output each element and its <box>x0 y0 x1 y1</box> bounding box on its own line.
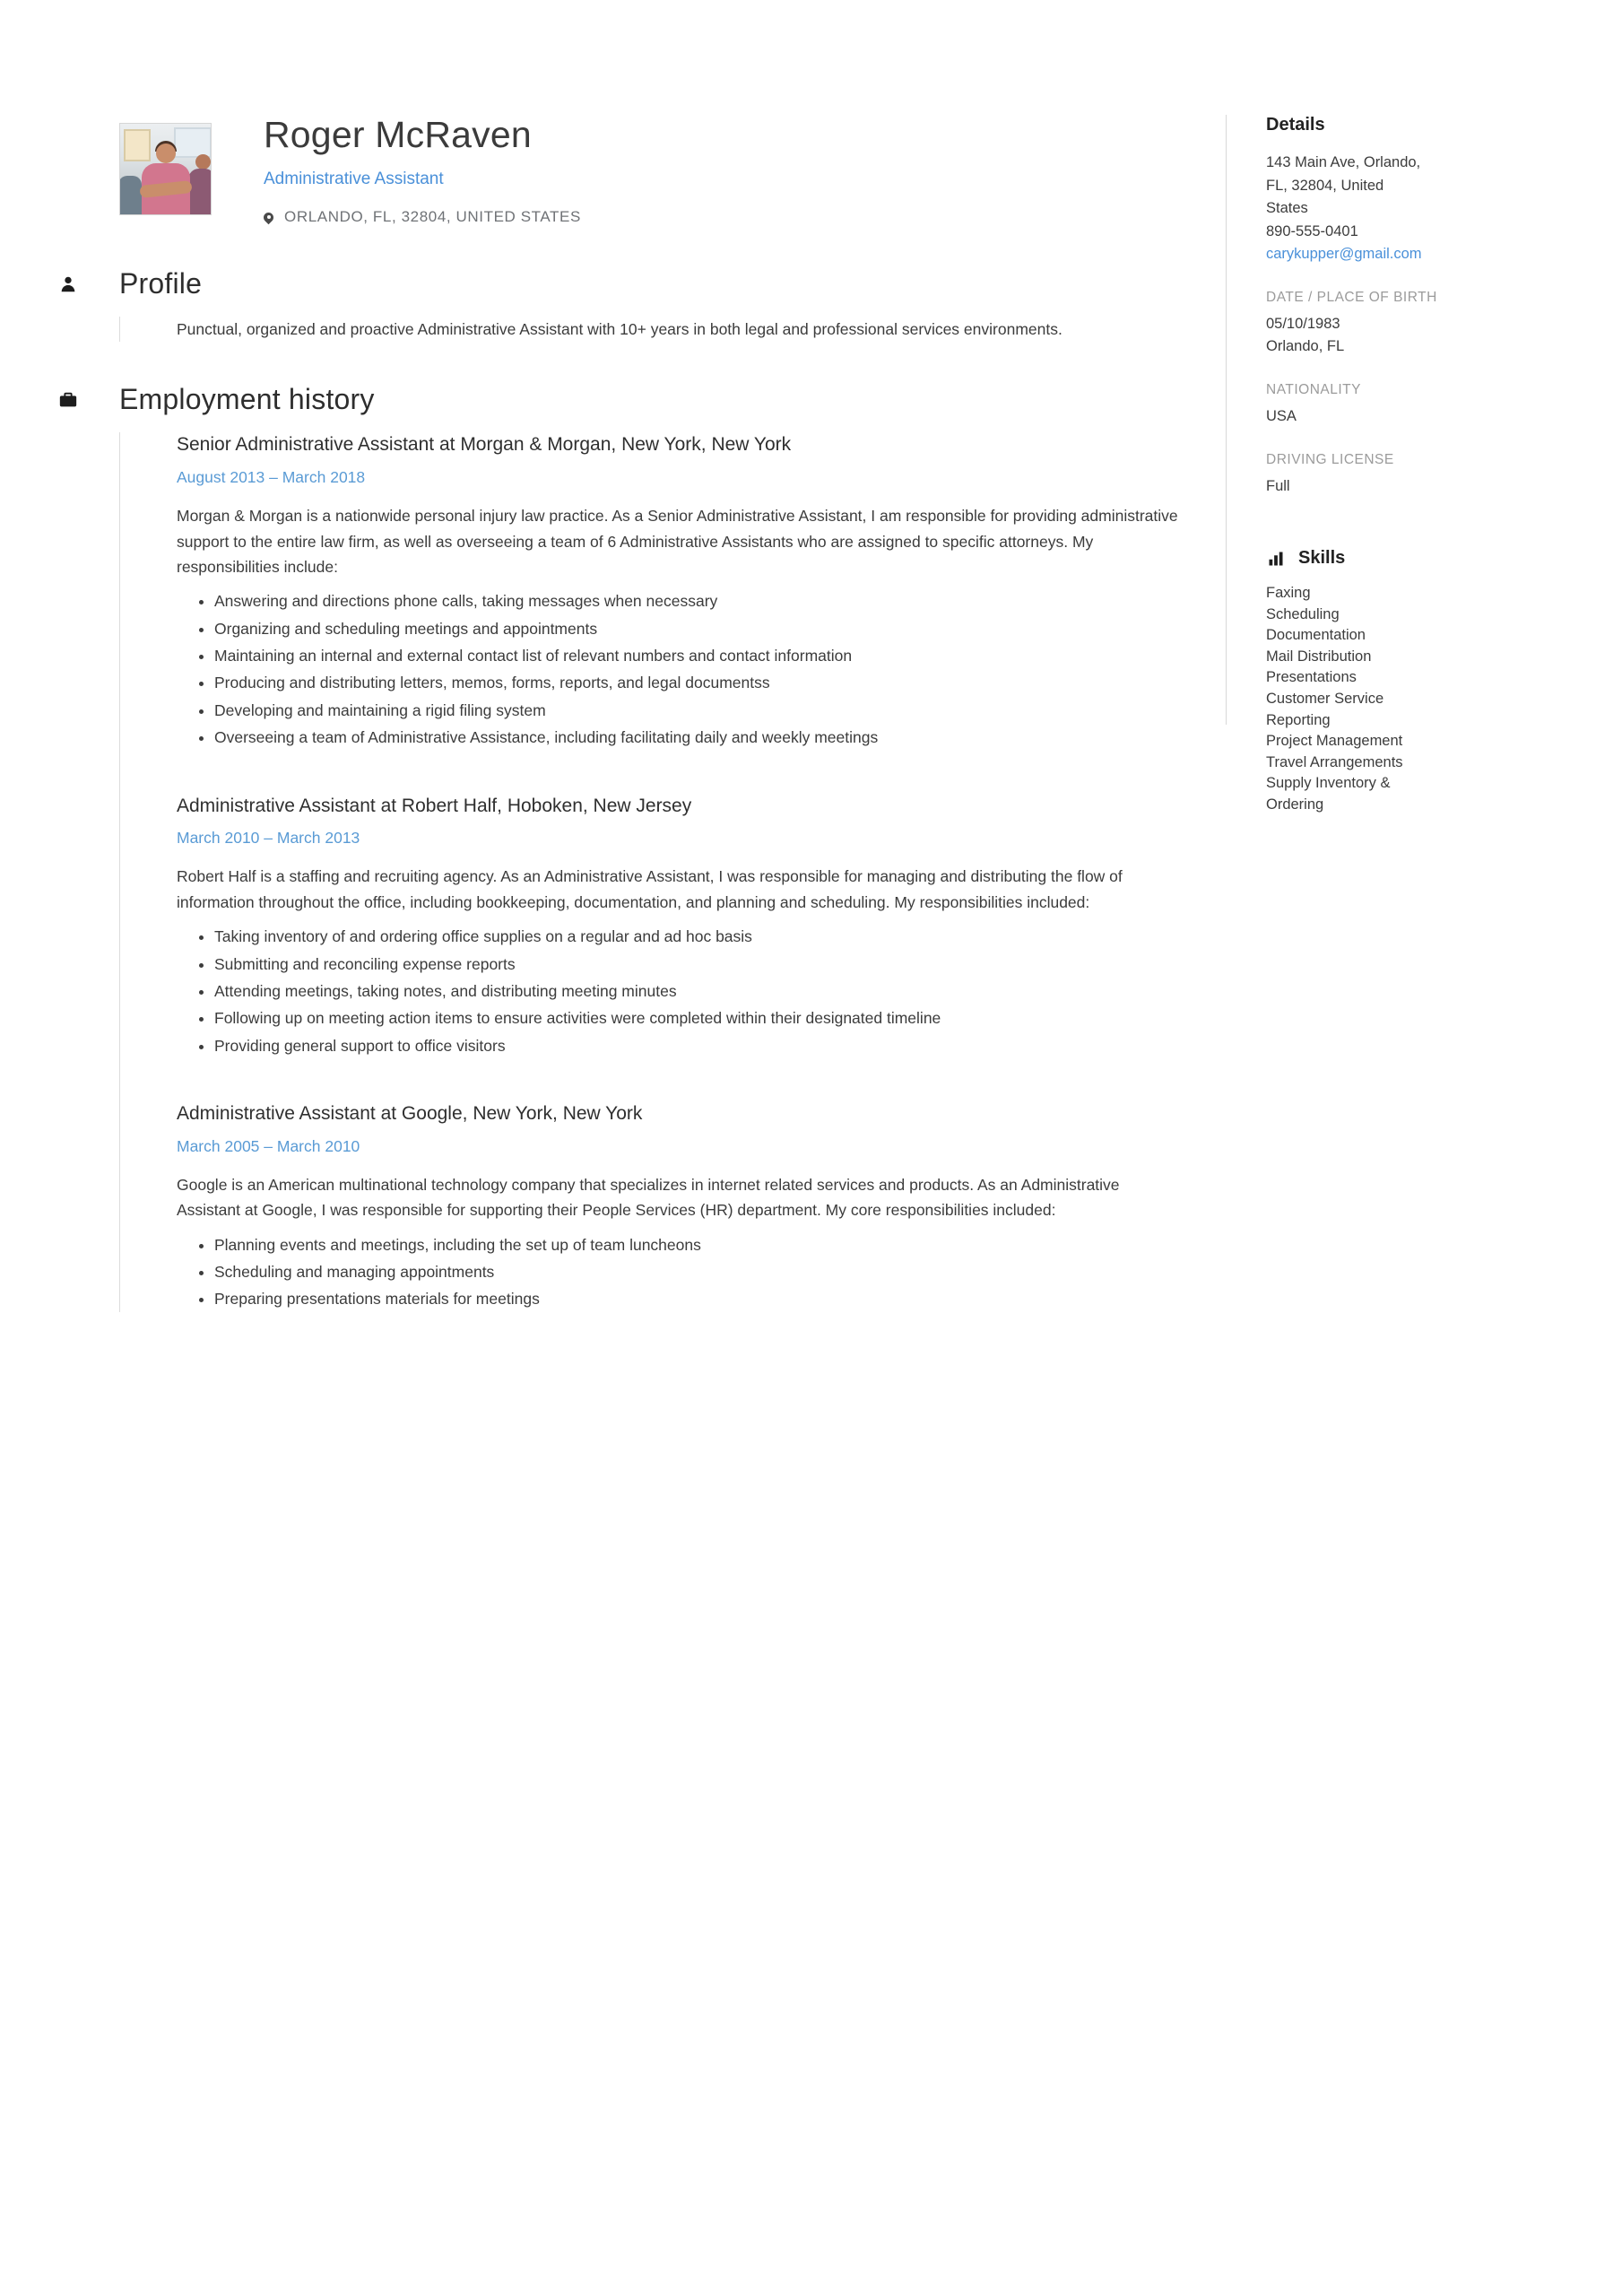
nationality-value: USA <box>1266 407 1297 424</box>
details-address <box>1266 152 1535 266</box>
job-duties <box>177 588 1186 750</box>
driving-license-label: DRIVING LICENSE <box>1266 451 1394 467</box>
job-heading: Senior Administrative Assistant at Morgan & Morgan, New York, New York <box>177 434 792 456</box>
list-item: Faxing <box>1266 585 1311 602</box>
employment-block <box>119 432 1186 1311</box>
sidebar <box>1266 115 1535 816</box>
employment-entry <box>177 794 1186 1058</box>
job-dates: August 2013 – March 2018 <box>177 468 366 487</box>
job-dates: March 2010 – March 2013 <box>177 829 360 848</box>
avatar <box>119 123 212 215</box>
resume-header <box>119 115 1186 226</box>
list-item: • Scheduling and managing appointments <box>214 1259 1186 1284</box>
employment-entry <box>177 1101 1186 1312</box>
list-item: • Answering and directions phone calls, taking messages when necessary <box>214 588 1186 613</box>
skills-heading <box>1266 548 1535 569</box>
job-heading: Administrative Assistant at Google, New York, New York <box>177 1102 643 1124</box>
header-location <box>264 208 581 226</box>
list-item: • Submitting and reconciling expense reports <box>214 952 1186 977</box>
list-item: Project Management <box>1266 733 1403 750</box>
list-item: Customer Service <box>1266 691 1384 708</box>
list-item: Ordering <box>1266 796 1324 813</box>
list-item: • Following up on meeting action items to ensure activities were completed within their designated timeline <box>214 1005 1186 1031</box>
dob-date: 05/10/1983 <box>1266 315 1340 332</box>
job-heading: Administrative Assistant at Robert Half, Hoboken, New Jersey <box>177 795 692 816</box>
list-item: Presentations <box>1266 669 1357 686</box>
list-item: • Producing and distributing letters, memos, forms, reports, and legal documentss <box>214 670 1186 695</box>
job-dates: March 2005 – March 2010 <box>177 1136 360 1155</box>
job-duties <box>177 1232 1186 1312</box>
list-item: Travel Arrangements <box>1266 753 1403 770</box>
main-column <box>119 115 1186 1314</box>
list-item: Documentation <box>1266 627 1366 644</box>
header-location-label: ORLANDO, FL, 32804, UNITED STATES <box>284 208 581 226</box>
employment-entry <box>177 432 1186 750</box>
bar-chart-icon <box>1266 551 1286 567</box>
header-job-title: Administrative Assistant <box>264 170 444 189</box>
details-title: Details <box>1266 115 1325 135</box>
list-item: Reporting <box>1266 711 1331 728</box>
section-profile <box>119 267 1186 342</box>
job-description: Morgan & Morgan is a nationwide personal injury law practice. As a Senior Administrative Assistant, I am responsible for providing administrative support to the entire law firm, as well as overseeing a team of 6 Administrative Assistants who are assigned to specific attorneys. My responsibilities include: <box>177 507 1178 577</box>
profile-title: Profile <box>119 267 203 300</box>
address-line-3: States <box>1266 200 1308 217</box>
job-description: Google is an American multinational technology company that specializes in internet related services and products. As an Administrative Assistant at Google, I was responsible for supporting their People Services (HR) department. My core responsibilities included: <box>177 1175 1120 1220</box>
job-description: Robert Half is a staffing and recruiting agency. As an Administrative Assistant, I was responsible for managing and distributing the flow of information throughout the office, including bookkeeping, documentation, and planning and scheduling. My responsibilities included: <box>177 867 1123 911</box>
person-icon <box>53 274 83 294</box>
list-item: • Taking inventory of and ordering office supplies on a regular and ad hoc basis <box>214 924 1186 949</box>
dob-place: Orlando, FL <box>1266 338 1345 355</box>
email-link[interactable]: carykupper@gmail.com <box>1266 246 1422 263</box>
list-item: • Providing general support to office visitors <box>214 1033 1186 1058</box>
page-title: Roger McRaven <box>264 114 532 155</box>
list-item: • Overseeing a team of Administrative Assistance, including facilitating daily and weekly meetings <box>214 725 1186 750</box>
list-item: • Planning events and meetings, including the set up of team luncheons <box>214 1232 1186 1257</box>
list-item: • Maintaining an internal and external contact list of relevant numbers and contact information <box>214 643 1186 668</box>
list-item: • Developing and maintaining a rigid filing system <box>214 698 1186 723</box>
profile-heading <box>53 267 1186 300</box>
address-line-2: FL, 32804, United <box>1266 177 1384 194</box>
employment-heading <box>53 383 1186 416</box>
briefcase-icon <box>53 390 83 410</box>
list-item: Mail Distribution <box>1266 648 1372 665</box>
sidebar-divider <box>1226 115 1227 725</box>
map-pin-icon <box>264 213 273 222</box>
list-item: • Attending meetings, taking notes, and distributing meeting minutes <box>214 978 1186 1004</box>
phone-number: 890-555-0401 <box>1266 222 1358 239</box>
skills-title: Skills <box>1298 548 1346 569</box>
list-item: • Organizing and scheduling meetings and appointments <box>214 616 1186 641</box>
section-employment <box>119 383 1186 1311</box>
dob-label: DATE / PLACE OF BIRTH <box>1266 289 1437 305</box>
job-duties <box>177 924 1186 1058</box>
nationality-label: NATIONALITY <box>1266 381 1361 397</box>
header-text <box>264 115 581 226</box>
list-item: Supply Inventory & <box>1266 775 1391 792</box>
skills-list <box>1266 583 1535 816</box>
profile-text: Punctual, organized and proactive Administrative Assistant with 10+ years in both legal and professional services environments. <box>177 320 1063 339</box>
list-item: Scheduling <box>1266 605 1340 622</box>
profile-block <box>119 317 1186 342</box>
list-item: • Preparing presentations materials for meetings <box>214 1286 1186 1311</box>
driving-license-value: Full <box>1266 477 1290 494</box>
employment-title: Employment history <box>119 383 375 416</box>
address-line-1: 143 Main Ave, Orlando, <box>1266 154 1421 170</box>
